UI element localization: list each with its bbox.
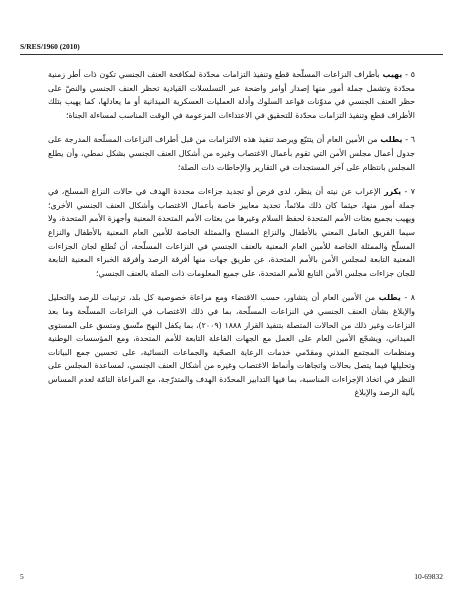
- paragraph-number: ٥ -: [405, 70, 415, 79]
- paragraph-number: ٦ -: [405, 135, 415, 145]
- document-number: 10-69832: [414, 572, 443, 581]
- paragraph-7: [48, 185, 415, 280]
- operative-verb: يطلب: [378, 293, 401, 303]
- paragraph-5: [48, 68, 415, 122]
- paragraph-text: الإعراب عن نيته أن ينظر، لدى فرض أو تجديد جزاءات محددة الهدف في حالات النزاع المسلح، في جملة أمور منها، حيثما كان ذلك ملائماً، تحديد معايير خاصة بأعمال الاغتصاب وأشكال العنف الجنسي الأخرى؛ ويهيب بجميع بعثات الأمم المتحدة لحفظ السلام وغيرها من بعثات الأمم المتحدة المعنية وأجهزة الأمم المتحدة، ولا سيما الفريق العامل المعني بالأطفال والنزاع المسلح والممثلة الخاصة للأمين العام المعنية بالأطفال والنزاع المسلّح والممثلة الخاصة للأمين العام المعنية بالعنف الجنسي في النزاعات المسلّحة، أن تُطلع لجان الجزاءات المعنية التابعة لمجلس الأمن بالأمم المتحدة، عن طريق جهات منها أفرقة الرصد وأفرقة الخبراء المعنية التابعة للجان جزاءات مجلس الأمن التابع للأمم المتحدة، على جميع المعلومات ذات الصلة بالعنف الجنسي؛: [48, 187, 415, 278]
- operative-verb: يطلب: [380, 135, 403, 145]
- paragraph-8: [48, 291, 415, 400]
- paragraph-text: من الأمين العام أن يتتبّع ويرصد تنفيذ هذه الالتزامات من قبل أطراف النزاعات المسلّحة المدرجة على جدول أعمال مجلس الأمن التي تقوم بأعمال الاغتصاب وغيره من أشكال العنف الجنسي بشكل نمطي، وأن يطلع المجلس بانتظام على آخر المستجدات في التقارير والإحاطات ذات الصلة؛: [48, 135, 415, 172]
- paragraph-6: [48, 133, 415, 174]
- page-number: 5: [20, 572, 24, 581]
- header-rule: [20, 54, 443, 55]
- paragraph-text: من الأمين العام أن يتشاور، حسب الاقتضاء ومع مراعاة خصوصية كل بلد، ترتيبات للرصد والتحليل والإبلاغ بشأن العنف الجنسي في النزاعات المسلّحة، بما في ذلك الاغتصاب في النزاعات المسلّحة وما بعد النزاعات وغير ذلك من الحالات المتصلة بتنفيذ القرار ١٨٨٨ (٢٠٠٩)، بما يكفل النهج متّسق ومتسق على المستوى الميداني، ويشجّع الأمين العام على العمل مع الجهات الفاعلة التابعة للأمم المتحدة، ومع المؤسسات الوطنية ومنظمات المجتمع المدني ومقدّمي خدمات الرعاية الصحّية والجماعات النسائية، على تحسين جمع البيانات وتحليلها فيما يتصل بحالات واتجاهات وأنماط الاغتصاب وغيره من أشكال العنف الجنسي، لمساعدة المجلس على النظر في اتخاذ الإجراءات المناسبة، بما فيها التدابير المحدّدة الهدف والمتدرّجة، مع المراعاة التامّة لعدم المساس بآلية الرصد والإبلاغ: [48, 293, 415, 398]
- operative-verb: يهيب: [382, 70, 403, 79]
- paragraph-number: ٨ -: [404, 293, 415, 303]
- paragraph-text: بأطراف النزاعات المسلّحة قطع وتنفيذ التزامات محدّدة لمكافحة العنف الجنسي تكون ذات أطر زمنية محدّدة وتشمل جملة أمور منها إصدار أوامر واضحة عبر التسلسلات القيادية تحظر العنف الجنسي والنصّ على حظر العنف الجنسي في مدوّنات قواعد السلوك وأدلة العمليات العسكرية الميدانية أو ما يعادلها، كما يهيب بتلك الأطراف قطع وتنفيذ التزامات محدّدة للتحقيق في الاعتداءات المزعومة في الوقت المناسب لمساءلة الجناة؛: [48, 70, 415, 120]
- document-symbol: S/RES/1960 (2010): [20, 42, 80, 51]
- operative-verb: يكرر: [384, 187, 402, 197]
- document-body: [48, 68, 415, 411]
- paragraph-number: ٧ -: [404, 187, 416, 197]
